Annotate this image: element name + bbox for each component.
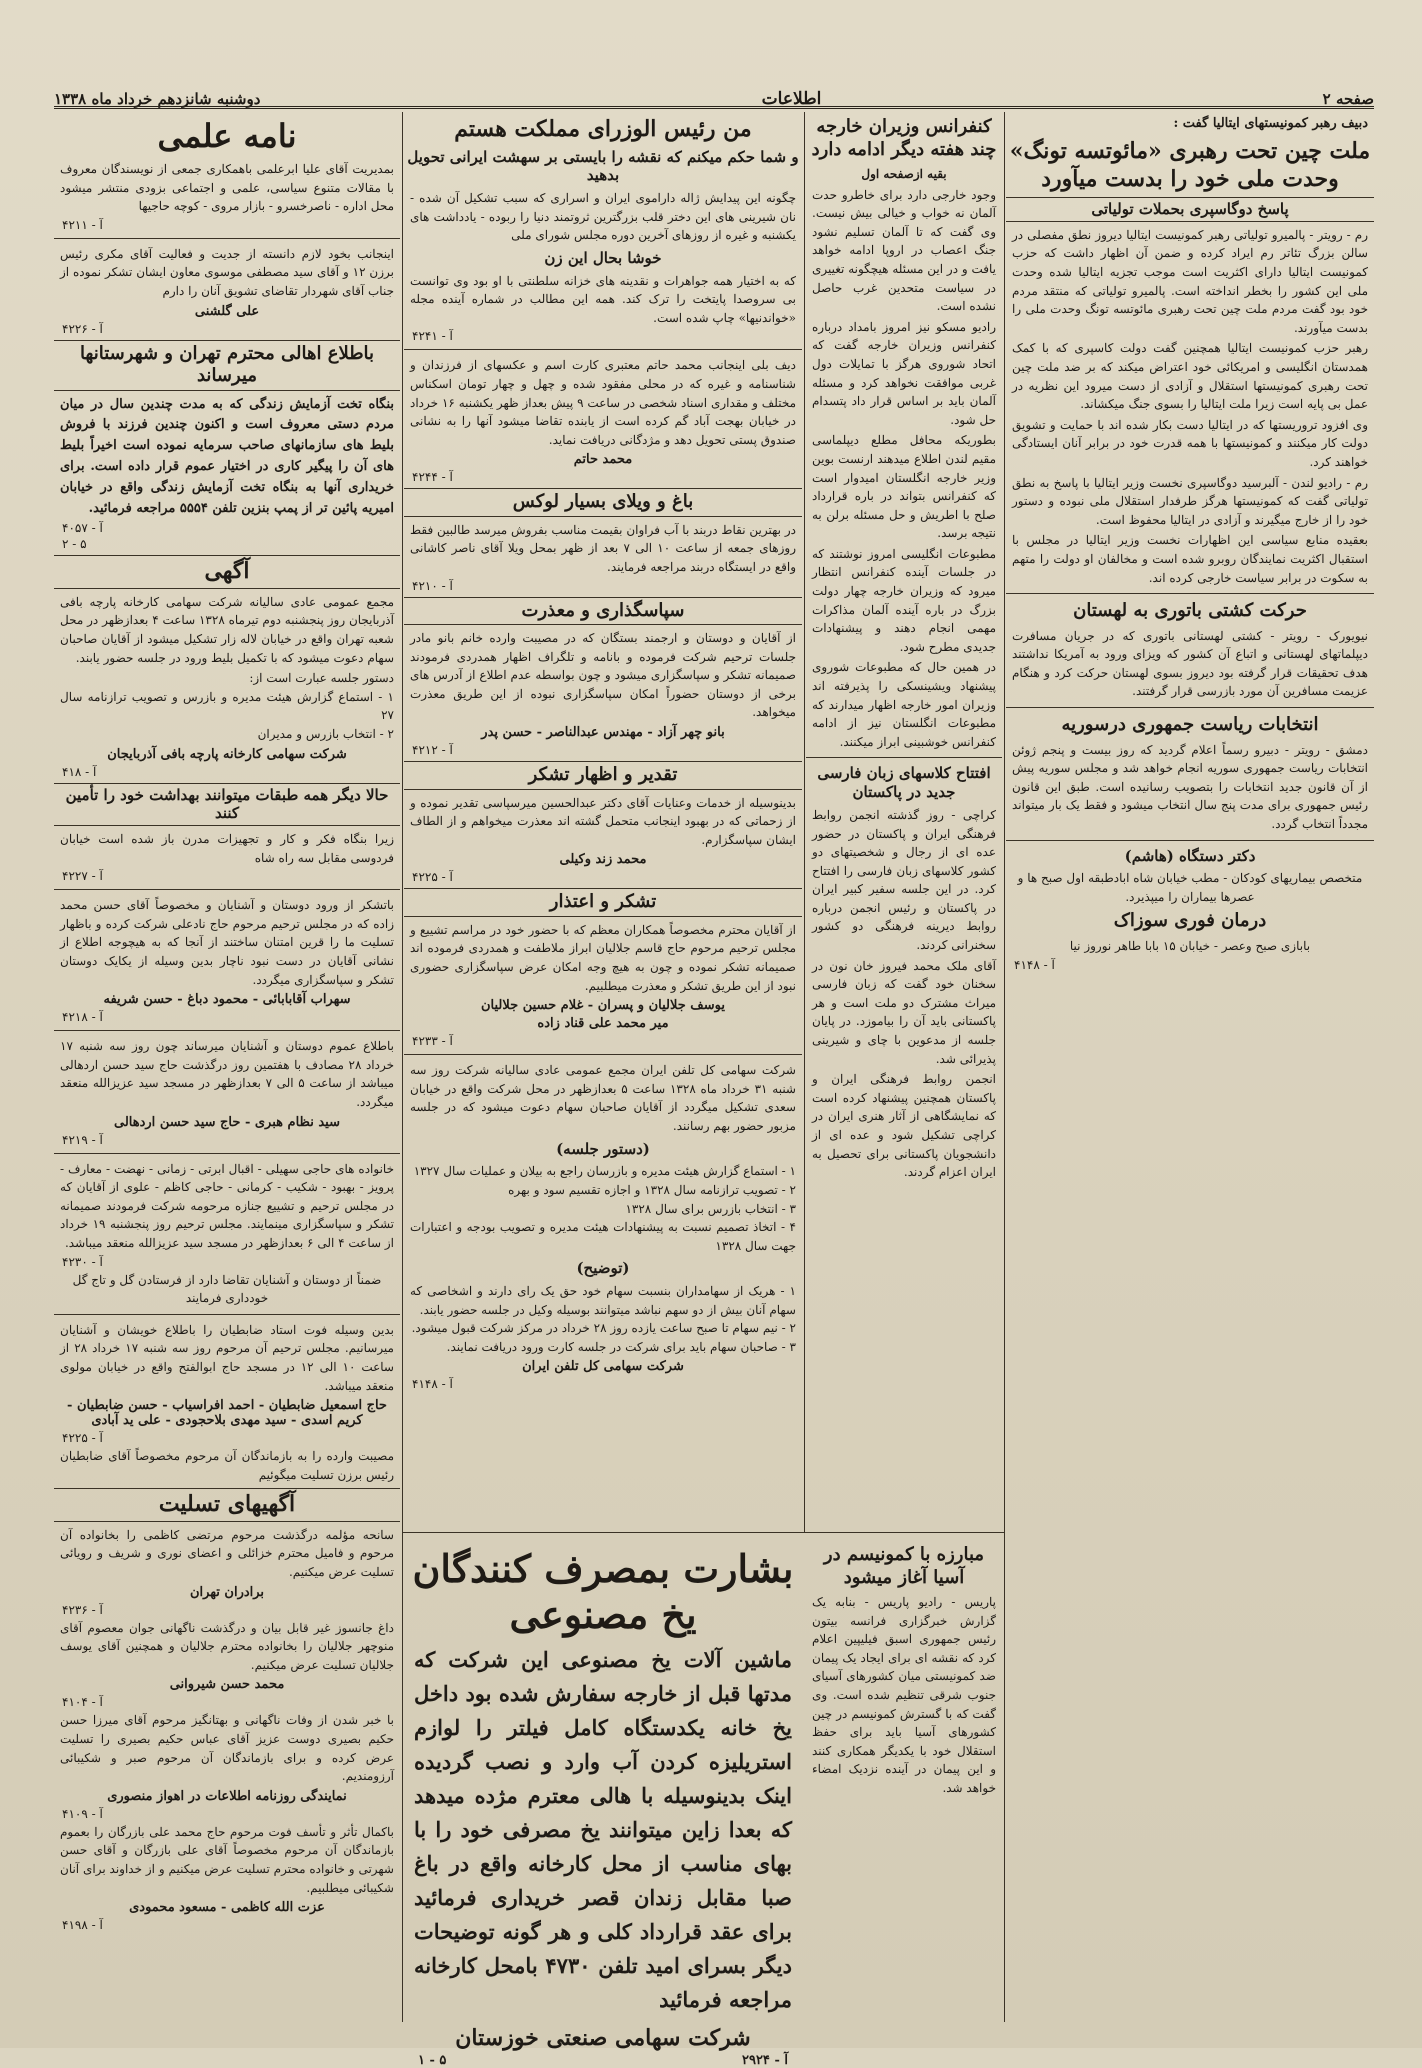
gratitude-headline: تشکر و اعتذار bbox=[404, 888, 802, 917]
article-paragraph: چگونه این پیدایش ژاله داراموی ایران و اسراری که سبب تشکیل آن شده - نان شیرینی های این دختر قلب بزرگترین ثروتمند دنیا را ربوده - یادداشت های یکشنبه و غیره از روزهای آخرین دوره مجلس شورای ملی bbox=[410, 191, 796, 243]
lost-notice: دیف بلی اینجانب محمد حاتم معتبری کارت اسم و عکسهای از فرزندان و شناسنامه و غیره که در محلی مفقود شده و چهل و چهار تومان اسکناس مختلف و مقداری اسناد شخصی در ساعت ۹ پیش بعداز ظهر یکشنبه ۱۶ خرداد در خیابان بهجت آباد گم کرده است از یابنده تقاضا میشود آنها را به نشانی صندوق پستی تحویل دهد و مژدگانی دریافت نماید. bbox=[410, 358, 796, 447]
condolence-body: باکمال تأثر و تأسف فوت مرحوم حاج محمد علی بازرگان را بعموم بازماندگان آن مرحوم مخصوصاً آقای علی بازرگان و آقای حسن شهرتی و خانواده محترم تسلیت عرض میکنیم و از خداوند برای آنان شکیبائی میطلبیم. bbox=[60, 1824, 394, 1895]
article-paragraph: بمدیریت آقای علیا ابرعلمی باهمکاری جمعی از نویسندگان معروف با مقالات متنوع سیاسی، علمی و اجتماعی بزودی منتشر میشود محل اداره - ناصرخسرو - بازار مروی - کوچه حاجیها bbox=[60, 162, 394, 214]
divider bbox=[404, 349, 802, 350]
pakistan-headline: افتتاح کلاسهای زبان فارسی جدید در پاکستان bbox=[817, 764, 991, 802]
ad-code: ۲۹۲۴ - آ bbox=[741, 2053, 788, 2068]
divider bbox=[54, 238, 400, 239]
condolence-signature: سید نظام هبری - حاج سید حسن اردهالی bbox=[114, 1114, 340, 1130]
article-paragraph: رادیو مسکو نیز امروز بامداد درباره کنفرانس وزیران خارجه گفت که اتحاد شوروی هرگز با تمایلات دول غربی موافقت نخواهد کرد و مسئله آلمان باید بر اساس قرار داد پتسدام حل شود. bbox=[812, 319, 996, 427]
science-letter-headline: نامه علمی bbox=[157, 117, 297, 155]
ad-code: ۴۲۱۹ - آ bbox=[62, 1132, 103, 1147]
article-paragraph: پاریس - رادیو پاریس - بنابه یک گزارش خبرگزاری فرانسه بیتون رئیس جمهوری اسبق فیلیپین اعلام کرد که نقشه ای برای ایجاد یک پیمان ضد کمونیستی میان کشورهای آسیای جنوب شرقی تنظیم شده است. وی گفت که با گسترش کمونیسم در چین کشورهای آسیا باید برای حفظ استقلال خود با یکدیگر همکاری کنند و این پیمان در آینده نزدیک امضاء خواهد شد. bbox=[812, 1595, 996, 1795]
notice-headline: آگهی bbox=[54, 555, 400, 589]
divider bbox=[54, 1153, 400, 1154]
condolence-body: باطلاع عموم دوستان و آشنایان میرساند چون روز سه شنبه ۱۷ خرداد ۲۸ مصادف با هفتمین روز درگذشت حاج سید حسن اردهالی میباشد از ساعت ۵ الی ۷ بعدازظهر در مسجد سید عزیزالله منعقد میگردد. bbox=[60, 1039, 395, 1110]
article-paragraph: انجمن روابط فرهنگی ایران و پاکستان همچنین پیشنهاد کرده است که نمایشگاهی از آثار هنری ایران در کراچی تشکیل شود و عده ای از دانشجویان پاکستانی برای تحصیل به ایران اعزام گردند. bbox=[812, 1072, 996, 1180]
column-4 bbox=[54, 112, 400, 2022]
ad-code: ۴۱۸ - آ bbox=[62, 764, 97, 779]
appreciation-headline: تقدیر و اظهار تشکر bbox=[404, 761, 802, 790]
ad-code: ۴۲۲۵ - آ bbox=[412, 870, 453, 885]
lead-headline: ملت چین تحت رهبری «مائوتسه تونگ» وحدت ملی خود را بدست میآورد bbox=[1009, 138, 1371, 192]
meeting-signature: شرکت سهامی کل تلفن ایران bbox=[522, 1359, 684, 1375]
ad-code: ۴۲۳۶ - آ bbox=[62, 1602, 103, 1617]
header-rule bbox=[54, 106, 1374, 109]
page-number: صفحه ۲ bbox=[1322, 90, 1374, 108]
meeting-notice: شرکت سهامی کل تلفن ایران مجمع عمومی عادی سالیانه شرکت روز سه شنبه ۳۱ خرداد ماه ۱۳۲۸ ساعت ۵ بعدازظهر در محل شرکت واقع در خیابان سعدی تشکیل میگردد از آقایان صاحبان سهام دعوت میشود که در جلسه مزبور حضور بهم رسانند. bbox=[410, 1063, 796, 1133]
ad-top-rule bbox=[402, 1532, 1004, 1533]
thanks-signature: بانو چهر آزاد - مهندس عبدالناصر - حسن پدر bbox=[481, 725, 725, 741]
ad-code: ۴۲۲۵ - آ bbox=[62, 1431, 103, 1446]
article-paragraph: وجود خارجی دارد برای خاطرو حدت آلمان نه خواب و خیالی بیش نیست. وی گفت که تا آلمان تسلیم نشود جنگ اعصاب در اروپا ادامه خواهد یافت و در این مسئله هیچگونه تغییری در سیاست متحدین غرب حاصل نشده است. bbox=[812, 187, 996, 314]
condolence-signature: برادران تهران bbox=[189, 1584, 265, 1600]
ice-advertisement bbox=[404, 1540, 802, 2068]
article-paragraph: بعقیده منابع سیاسی این اظهارات نخست وزیر ایتالیا در مجلس با استقبال اکثریت نمایندگان روبرو شده است و مخالفان او دولت را متهم به سکوت در برابر سیاست خارجی کرده اند. bbox=[1012, 533, 1368, 585]
condolence-signature: عزت الله کاظمی - مسعود محمودی bbox=[129, 1900, 325, 1916]
masthead bbox=[54, 82, 1374, 116]
ad-code: ۴۲۱۰ - آ bbox=[412, 578, 453, 593]
gratitude-body: از آقایان محترم مخصوصاً همکاران معظم که با حضور خود در مراسم تشییع و مجلس ترحیم مرحوم حاج قاسم جلالیان ابراز ملاطفت و همدردی فرموده اند صمیمانه تشکر نموده و چون به هیچ وجه امکان عرض سپاسگزاری حضوری نبود از این طریق تشکر و معذرت میطلبیم. bbox=[410, 922, 796, 993]
pm-subhead-2: خوشا بحال این زن bbox=[544, 248, 662, 267]
divider bbox=[1006, 593, 1374, 594]
divider bbox=[1006, 840, 1374, 841]
note-title: (توضیح) bbox=[576, 1259, 630, 1278]
doctor-ad-body: متخصص بیماریهای کودکان - مطب خیابان شاه ابادطبقه اول صبح ها و عصرها بیماران را میپذیرد. bbox=[1017, 871, 1363, 904]
doctor-ad-title: دکتر دستگاه (هاشم) bbox=[1124, 846, 1256, 865]
divider bbox=[54, 889, 400, 890]
ad-code: ۴۱۹۸ - آ bbox=[62, 1918, 103, 1933]
notice-signature: محمد حاتم bbox=[573, 452, 633, 468]
agenda-list: ۱ - استماع گزارش هیئت مدیره و بازرسان راجع به بیلان و عملیات سال ۱۳۲۷ ۲ - تصویب ترازنامه سال ۱۳۲۸ و اجازه تقسیم سود و بهره ۳ - انتخاب بازرس برای سال ۱۳۲۸ ۴ - اتخاذ تصمیم نسبت به پیشنهادات هیئت مدیره و تصویب بودجه و اعتبارات جهت سال ۱۳۲۸ bbox=[410, 1164, 796, 1253]
appreciation-body: بدینوسیله از خدمات وعنایات آقای دکتر عبدالحسین میرسپاسی تقدیر نموده و از زحماتی که در بهبود اینجانب متحمل گشته اند معذرت میخواهم و از الطاف ایشان سپاسگزارم. bbox=[410, 795, 797, 847]
continued-tag: بقیه ازصفحه اول bbox=[861, 167, 947, 181]
ad-company: شرکت سهامی صنعتی خوزستان bbox=[455, 2025, 751, 2052]
gratitude-signature: میر محمد علی قناد زاده bbox=[537, 1016, 669, 1032]
ad-code: ۴۲۴۴ - آ bbox=[412, 470, 453, 485]
families-notice: خانواده های حاجی سهیلی - اقبال ابرتی - زمانی - نهضت - معارف - پرویز - بهبود - شکیب - کرمانی - حاجی کاظم - علوی از آقایان که در مجلس ترحیم و تشییع جنازه مرحومه شرکت فرمودند صمیمانه تشکر و سپاسگزاری مینمایند. مجلس ترحیم روز پنجشنبه ۱۹ خرداد از ساعت ۴ الی ۶ بعدازظهر در مسجد سید عزیزالله منعقد میباشد. bbox=[60, 1161, 394, 1250]
article-paragraph: مطبوعات انگلیسی امروز نوشتند که در جلسات آینده کنفرانس انتظار میرود که وزیران خارجه چهار دولت بزرگ در باره آینده آلمان مذاکرات مهمی انجام دهند و پیشنهادات جدیدی مطرح شود. bbox=[812, 546, 996, 654]
appreciation-signature: محمد زند وکیلی bbox=[559, 852, 647, 868]
column-1 bbox=[1006, 112, 1374, 2022]
elections-article: دمشق - رویتر - دبیرو رسماً اعلام گردید که روز بیست و پنجم ژوئن انتخابات ریاست جمهوری سوریه انجام خواهد شد و مجلس سوریه پیش از آن قانون جدید انتخابات را بتصویب رسانیده است. طبق این قانون رئیس جمهوری برای مدت پنج سال انتخاب میشود و فقط یک بار میتواند مجدداً انتخاب گردد. bbox=[1012, 742, 1368, 831]
notice-signature: شرکت سهامی کارخانه پارچه بافی آذربایجان bbox=[107, 746, 347, 762]
clinic-ad-title: درمان فوری سوزاک bbox=[1113, 910, 1267, 932]
ad-code: ۴۱۴۸ - آ bbox=[412, 1377, 453, 1392]
ad-code: ۲ - ۵ bbox=[62, 537, 87, 552]
ad-code: ۴۲۱۱ - آ bbox=[62, 217, 103, 232]
ad-code: ۴۰۵۷ - آ bbox=[62, 521, 103, 536]
thanks-body: از آقایان و دوستان و ارجمند بستگان که در مصیبت وارده خانم بانو مادر جلسات ترحیم شرکت فرموده و بانامه و تلگراف اظهار همدردی فرمودند صمیمانه تشکر و سپاسگزاری میشود و چون بواسطه عدم اطلاع از آدرس های برخی از دوستان حضوراً امکان سپاسگزاری نبوده از این طریق معذرت میخواهد. bbox=[410, 631, 796, 720]
gratitude-signature: یوسف جلالیان و پسران - غلام حسین جلالیان bbox=[480, 998, 725, 1014]
families-note: ضمناً از دوستان و آشنایان تقاضا دارد از فرستادن گل و تاج گل خودداری فرمایند bbox=[72, 1272, 382, 1306]
condolence-body: باتشکر از ورود دوستان و آشنایان و مخصوصاً آقای حسن محمد زاده که در مجلس ترحیم مرحوم حاج نادعلی شرکت کرده و باظهار تسلیت ما را قرین امتنان ساختند از آنجا که به هیچوجه اطلاع از نشانی آقایان در دست نبود ناچار بدین وسیله از یکایک دوستان تشکر و سپاسگزاری میگردد. bbox=[60, 898, 394, 987]
villa-body: در بهترین نقاط دربند با آب فراوان بقیمت مناسب بفروش میرسد طالبین فقط روزهای جمعه از ساعت ۱۰ الی ۷ بعد از ظهر بمحل ویلا آقای ناصر کاشانی واقع در ایستگاه دربند مراجعه فرمایند. bbox=[410, 522, 796, 574]
condolence-body: بدین وسیله فوت استاد ضابطیان را باطلاع خویشان و آشنایان میرسانیم. مجلس ترحیم آن مرحوم روز سه شنبه ۱۷ خرداد ۲۸ از ساعت ۱۰ الی ۱۲ در مسجد حاج ابوالفتح واقع در خیابان مولوی منعقد میباشد. bbox=[60, 1322, 394, 1393]
column-divider bbox=[1004, 112, 1005, 2022]
divider bbox=[54, 1030, 400, 1031]
asia-headline: مبارزه با کمونیسم در آسیا آغاز میشود bbox=[823, 1544, 985, 1588]
divider bbox=[1006, 707, 1374, 708]
announce-headline: باطلاع اهالی محترم تهران و شهرستانها میرساند bbox=[54, 340, 400, 391]
ad-code: ۴۲۱۲ - آ bbox=[412, 743, 453, 758]
notice-signature: علی گلشنی bbox=[194, 303, 260, 319]
pm-headline: من رئیس الوزرای مملکت هستم bbox=[454, 116, 752, 142]
column-divider bbox=[804, 112, 805, 1532]
ad-code: ۴۲۲۷ - آ bbox=[62, 869, 103, 884]
ad-code: ۴۲۱۸ - آ bbox=[62, 1010, 103, 1025]
ad-code: ۴۲۴۱ - آ bbox=[412, 329, 453, 344]
article-paragraph: رم - رادیو لندن - آلبرسید دوگاسپری نخست وزیر ایتالیا با پاسخ به نطق تولیاتی گفت که کمونیستها هرگز طرفدار استقلال ملی نبوده و دستور خود را از خارج میگیرند و آزادی در ایتالیا محفوظ است. bbox=[1012, 475, 1368, 527]
article-paragraph: وی افزود تروریستها که در ایتالیا دست بکار شده اند با حمایت و تشویق دولت کار میکنند و کمونیستها با همه قدرت خود در برابر آنان ایستادگی خواهند کرد. bbox=[1012, 417, 1368, 470]
ad-code: ۱ - ۵ bbox=[418, 2053, 447, 2068]
article-paragraph: در همین حال که مطبوعات شوروی پیشنهاد ویشینسکی را پذیرفته اند وزیران امور خارجه اظهار میدارند که مطبوعات انگلستان نیز از ادامه کنفرانس خوشبینی ابراز میکنند. bbox=[812, 660, 996, 749]
article-paragraph: رم - رویتر - پالمیرو تولیاتی رهبر کمونیست ایتالیا دیروز نطق مفصلی در سالن بزرگ تئاتر رم ایراد کرده و ضمن آن اظهار داشت که حزب کمونیست ایتالیا دارای اکثریت است موجب تجزیه ایتالیا شده وحدت ملی این کشور را بخطر انداخته است. پالمیرو تولیاتی که منتقد مردم خود بود گفت مردم ملت چین تحت رهبری مائوتسه تونگ وحدت ملی را بدست میآورند. bbox=[1012, 227, 1368, 335]
clinic-ad-body: بابازی صبح وعصر - خیابان ۱۵ بابا طاهر نوروز نیا bbox=[1069, 938, 1311, 953]
condolence-body: با خبر شدن از وفات ناگهانی و بهتانگیز مرحوم آقای میرزا حسن حکیم بصیری دوست عزیز آقای عباس حکیم بصیری را تسلیت عرض کرده و برای بازماندگان آن مرحوم صبر و شکیبائی آرزومندیم. bbox=[60, 1713, 394, 1784]
elections-headline: انتخابات ریاست جمهوری درسوریه bbox=[1061, 714, 1319, 736]
article-paragraph: کراچی - روز گذشته انجمن روابط فرهنگی ایران و پاکستان در حضور عده ای از رجال و شخصیتهای دو کشور کلاسهای زبان فارسی را افتتاح کرد. در این جلسه سفیر کبیر ایران در پاکستان و رئیس انجمن درباره روابط دیرینه فرهنگی دو کشور سخنرانی کردند. bbox=[812, 807, 996, 953]
column-2 bbox=[806, 112, 1002, 1532]
divider bbox=[54, 1314, 400, 1315]
ad-headline: بشارت بمصرف کنندگان یخ مصنوعی bbox=[412, 1546, 794, 1637]
paper-name: اطلاعات bbox=[761, 89, 822, 109]
ad-body: ماشین آلات یخ مصنوعی این شرکت که مدتها قبل از خارجه سفارش شده بود داخل یخ خانه یکدستگاه کامل فیلتر را لوازم استریلیزه کردن آب وارد و نصب گردیده اینک بدینوسیله با هالی معترم مژده میدهد که بعدا زاین میتوانند یخ مصرفی خود را با بهای مناسب از محل کارخانه واقع در باغ صبا مقابل زندان قصر خریداری فرمائید برای عقد قرارداد کلی و هر گونه توضیحات دیگر بسرای امید تلفن ۴۷۳۰ بامحل کارخانه مراجعه فرمائید bbox=[414, 1647, 792, 2013]
condolence-note: مصیبت وارده را به بازماندگان آن مرحوم مخصوصاً آقای ضابطیان رئیس برزن تسلیت میگوئیم bbox=[60, 1449, 394, 1482]
article-paragraph: اینجانب بخود لازم دانسته از جدیت و فعالیت آقای مکری رئیس برزن ۱۲ و آقای سید مصطفی موسوی معاون ایشان تشکر نموده از جناب آقای شهردار تقاضای تشویق آنان را دارم bbox=[60, 246, 394, 298]
article-paragraph: بطوریکه محافل مطلع دیپلماسی مقیم لندن اطلاع میدهند ارنست بوین وزیر خارجه انگلستان امیدوار است که کنفرانس بتواند در باره قرارداد صلح با اطریش و حل مسئله برلن به نتیجه برسد. bbox=[812, 433, 996, 541]
ship-headline: حرکت کشتی باتوری به لهستان bbox=[1073, 600, 1307, 622]
announce-body: بنگاه تخت آزمایش زندگی که به مدت چندین سال در میان مردم دستی معروف است و اکنون چندین فرزند با فروش بلیط های سازمانهای صاحب سرمایه نموده است اخیراً بلیط های آن را پیگیر کاری در اختیار عموم قرار داده است. برای خریداری آنها به بنگاه تخت آزمایش زندگی واقع در خیابان امیریه پائین تر از پمپ بنزین تلفن ۵۵۵۴ مراجعه فرمائید. bbox=[60, 396, 394, 516]
ad-code: ۴۱۰۹ - آ bbox=[62, 1806, 103, 1821]
notice-body: مجمع عمومی عادی سالیانه شرکت سهامی کارخانه پارچه بافی آذربایجان روز پنجشنبه دوم تیرماه ۱۳۲۸ ساعت ۴ بعدازظهر در محل شعبه تهران واقع در خیابان لاله زار تشکیل میشود از آقایان صاحبان سهام دعوت میشود که با تکمیل بلیط ورود در جلسه حضور یابند. bbox=[60, 594, 394, 665]
ship-article: نیویورک - رویتر - کشتی لهستانی باتوری که در جریان مسافرت دیپلماتهای لهستانی و اتباع آن کشور که ویزای ورود به آمریکا نداشتند هدف تحقیقات قرار گرفته بود دیروز بسوی لهستان حرکت کرد و هنگام عزیمت مسافرین آن مورد بازرسی قرار گرفتند. bbox=[1012, 628, 1368, 699]
hygiene-headline: حالا دیگر همه طبقات میتوانند بهداشت خود را تأمین کنند bbox=[54, 783, 400, 827]
condolence-signature: محمد حسن شیروانی bbox=[169, 1677, 285, 1693]
condolence-signature: نمایندگی روزنامه اطلاعات در اهواز منصوری bbox=[107, 1788, 347, 1804]
ad-code: ۴۲۲۶ - آ bbox=[62, 321, 103, 336]
agenda-title: (دستور جلسه) bbox=[556, 1139, 650, 1158]
column-3 bbox=[404, 112, 802, 1532]
ad-code: ۴۲۳۳ - آ bbox=[412, 1034, 453, 1049]
notice-agenda: دستور جلسه عبارت است از: ۱ - استماع گزارش هیئت مدیره و بازرس و تصویب ترازنامه سال ۲۷ ۲ - انتخاب بازرس و مدیران bbox=[60, 671, 394, 741]
conference-headline: کنفرانس وزیران خارجه چند هفته دیگر ادامه دارد bbox=[811, 116, 997, 160]
divider bbox=[404, 1054, 802, 1055]
issue-date: دوشنبه شانزدهم خرداد ماه ۱۳۳۸ bbox=[54, 90, 261, 108]
asia-article bbox=[806, 1540, 1002, 2020]
condolences-headline: آگهیهای تسلیت bbox=[54, 1488, 400, 1522]
villa-headline: باغ و ویلای بسیار لوکس bbox=[404, 488, 802, 517]
note-list: ۱ - هریک از سهامداران بنسبت سهام خود حق یک رای دارند و اشخاصی که سهام آنان بیش از دو سهم نباشد میتوانند بوسیله وکیل در جلسه حضور یابند. ۲ - نیم سهام تا صبح ساعت یازده روز ۲۸ خرداد در مرکز شرکت قبول میشود. ۳ - صاحبان سهام باید برای شرکت در جلسه کارت ورود دریافت نمایند. bbox=[410, 1284, 796, 1354]
lead-subhead: پاسخ دوگاسپری بحملات تولیاتی bbox=[1006, 197, 1374, 222]
ad-codes bbox=[418, 2053, 788, 2068]
article-paragraph: رهبر حزب کمونیست ایتالیا همچنین گفت دولت کاسپری که با کمک همدستان انگلیسی و امریکائی خود اعتراض میکند که بر ضد ملت چین تحت رهبری کمونیستها استقلال و آزادی از دست میرود این نظریه در عمل بی پایه است زیرا ملت ایتالیا را بسوی جنگ میکشاند. bbox=[1012, 341, 1368, 412]
article-paragraph: آقای ملک محمد فیروز خان نون در سخنان خود گفت که زبان فارسی میراث مشترک دو ملت است و هر پاکستانی باید آن را بیاموزد. در پایان جلسه از مدعوین با چای و شیرینی پذیرائی شد. bbox=[812, 958, 996, 1066]
thanks-headline: سپاسگذاری و معذرت bbox=[404, 597, 802, 626]
kicker: دبیف رهبر کمونیستهای ایتالیا گفت : bbox=[1173, 116, 1368, 131]
ad-code: ۴۱۴۸ - آ bbox=[1014, 957, 1055, 972]
divider bbox=[806, 757, 1002, 758]
column-divider bbox=[402, 112, 403, 2022]
pm-subhead: و شما حکم میکنم که نقشه را بایستی بر سهشت ایرانی تحویل بدهید bbox=[407, 147, 799, 185]
article-paragraph: که به اختیار همه جواهرات و نقدینه های خزانه سلطنتی با او بود وی توانست بی سروصدا پایتخت را ترک کند. همه این مطالب در شماره آینده مجله «خواندنیها» چاپ شده است. bbox=[410, 273, 796, 325]
condolence-body: داغ جانسوز غیر قابل بیان و درگذشت ناگهانی جوان معصوم آقای منوچهر جلالیان را بخانواده محترم جلالیان و همچنین آقای یوسف جلالیان تسلیت عرض میکنیم. bbox=[60, 1620, 394, 1672]
condolence-body: سانحه مؤلمه درگذشت مرحوم مرتضی کاظمی را بخانواده آن مرحوم و فامیل محترم خزائلی و اعضای نوری و شریف و رویائی تسلیت عرض میکنیم. bbox=[60, 1527, 394, 1580]
condolence-signature: سهراب آقابابائی - محمود دباغ - حسن شریفه bbox=[103, 992, 351, 1008]
condolence-signature: حاج اسمعیل ضابطیان - احمد افراسیاب - حسن ضابطیان - کریم اسدی - سید مهدی بلاحجودی - علی ید آبادی bbox=[67, 1398, 387, 1429]
ad-code: ۴۲۳۰ - آ bbox=[62, 1254, 103, 1269]
ad-code: ۴۱۰۴ - آ bbox=[62, 1695, 103, 1710]
hygiene-body: زیرا بنگاه فکر و کار و تجهیزات مدرن باز شده است خیابان فردوسی مقابل سه راه شاه bbox=[60, 832, 394, 865]
